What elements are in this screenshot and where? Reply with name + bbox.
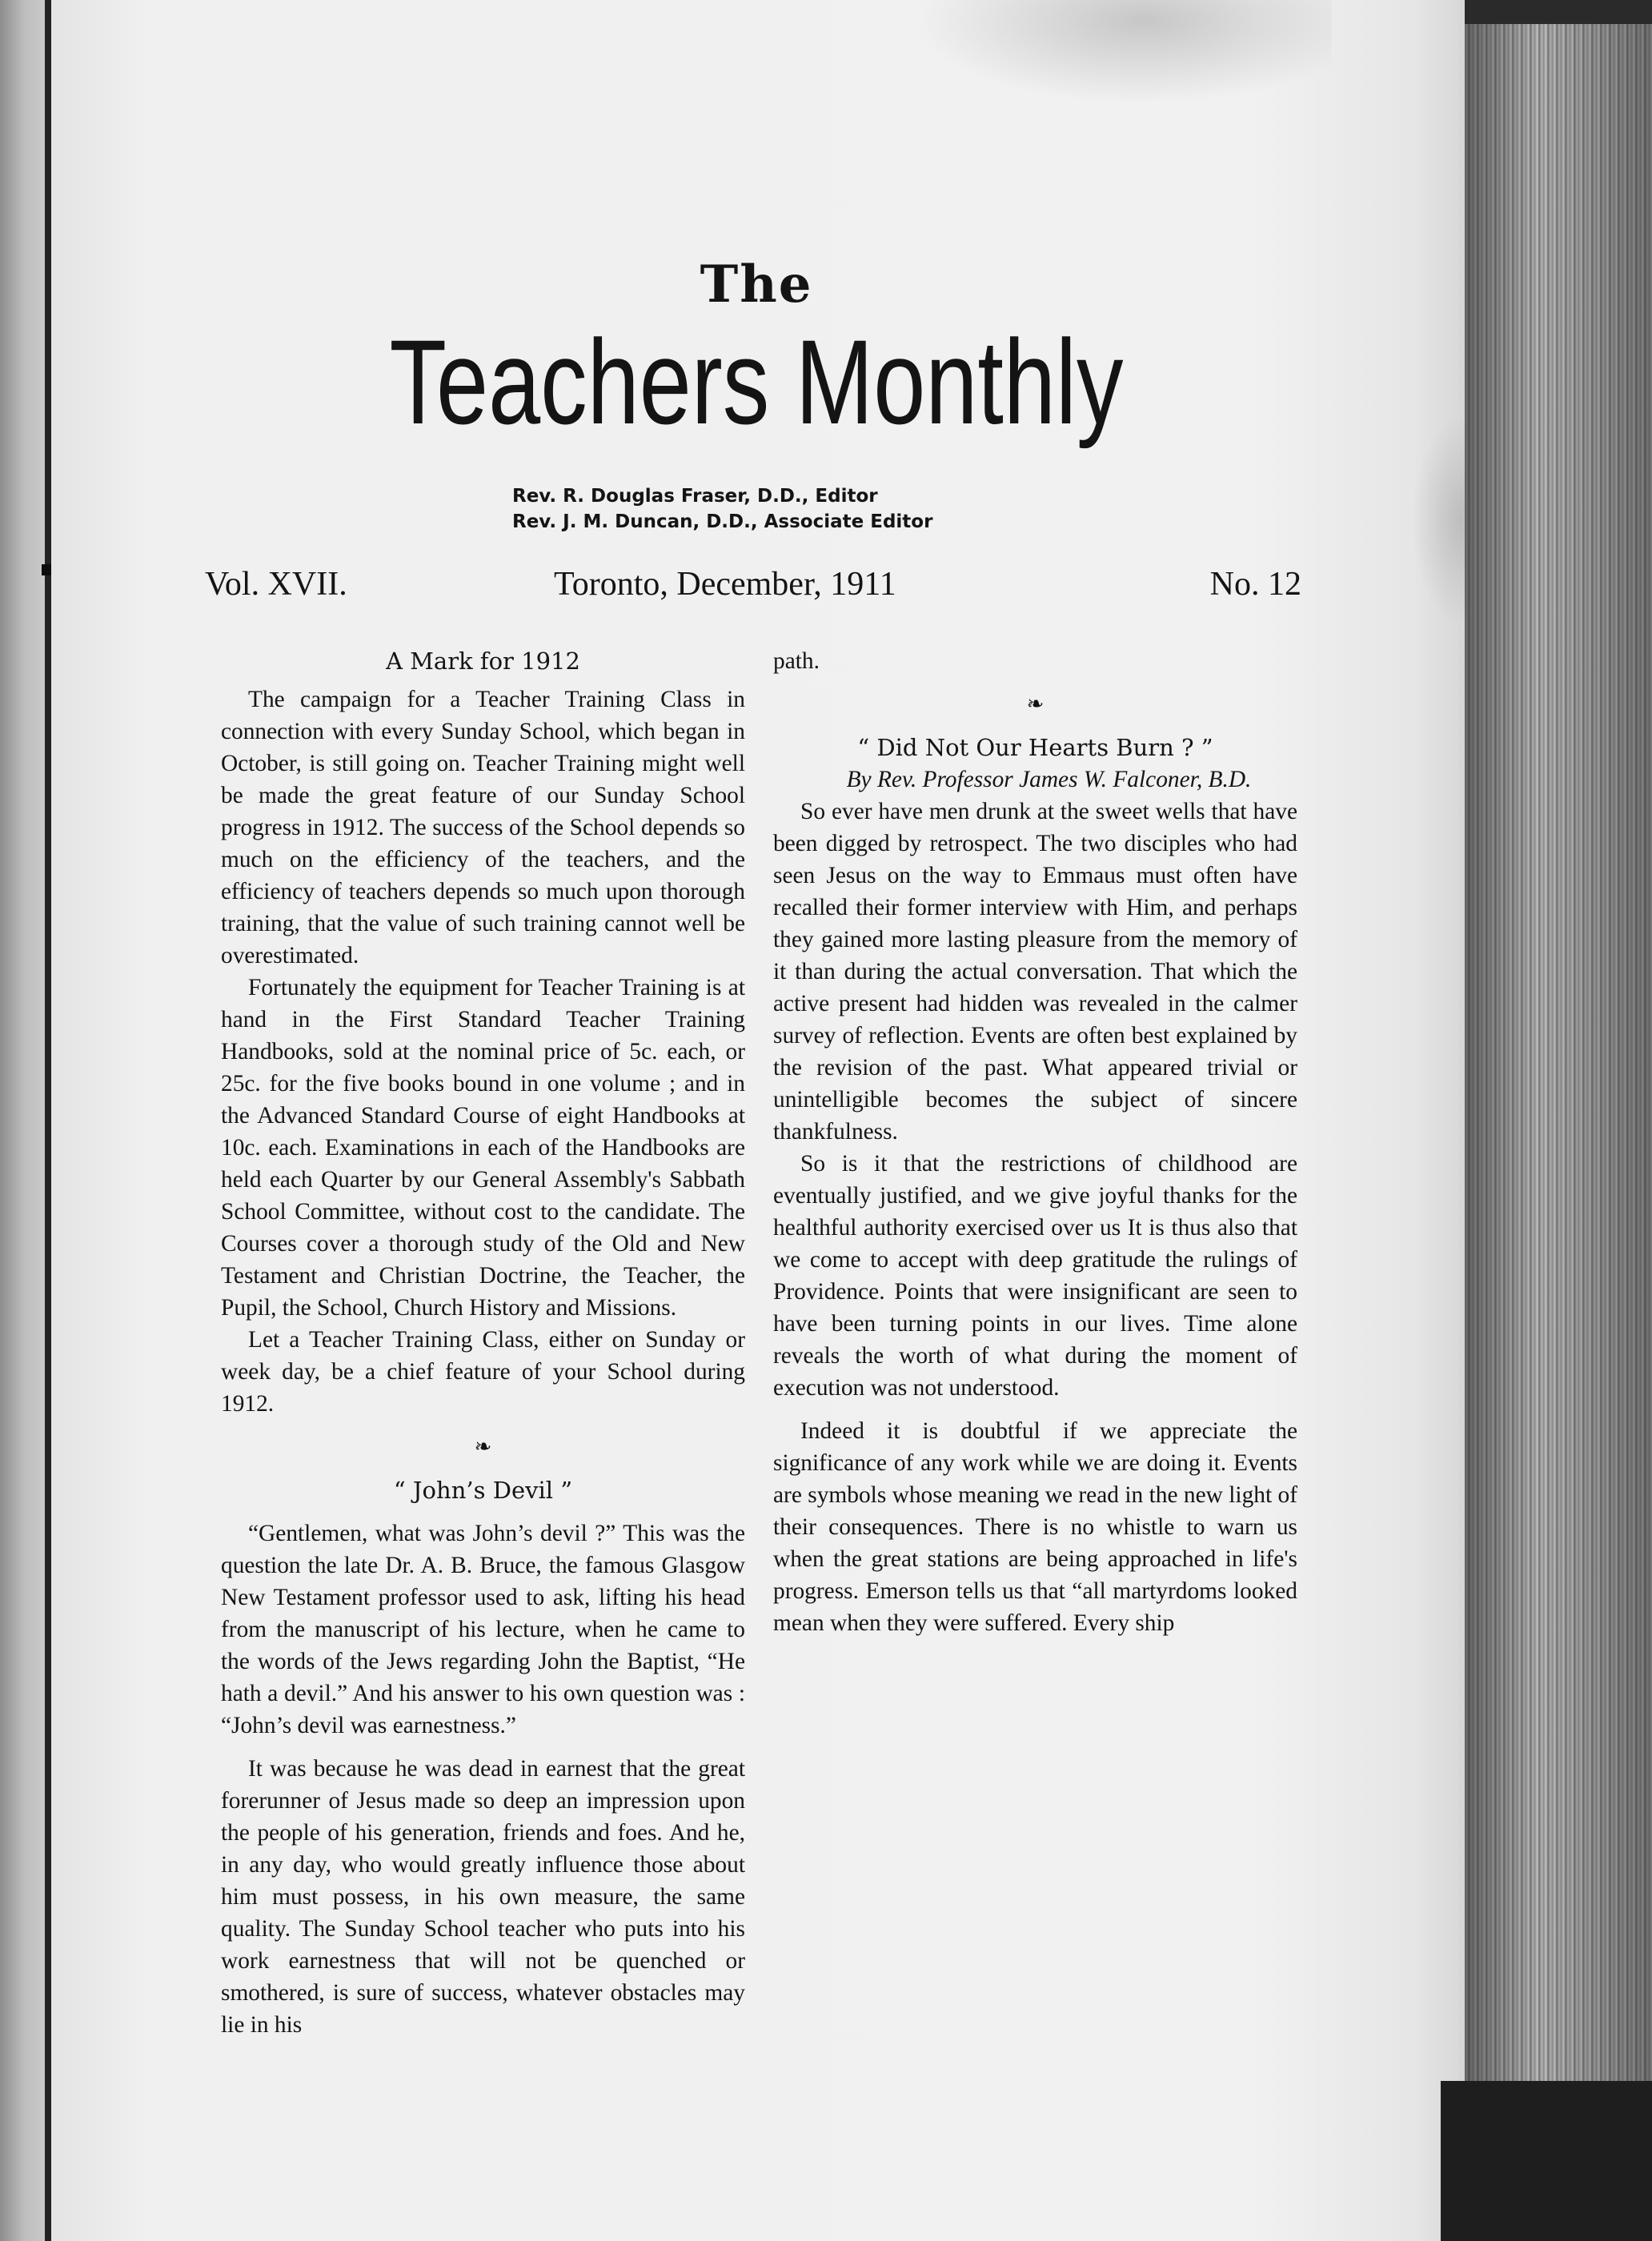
book-edge-bottom [1441,2081,1652,2241]
masthead-title: Teachers Monthly [389,315,1124,449]
fleuron-ornament: ❧ [1026,692,1045,716]
editors-block [512,483,1153,535]
article-paragraph: Fortunately the equipment for Teacher Training is at hand in the First Standard Teacher Training Handbooks, sold at the nominal price of 5c. each, or 25c. for the five books bound in one volume ; and in the Advanced Standard Course of eight Handbooks at 10c. each. Examinations in each of the Handbooks are held each Quarter by our General Assembly's Sabbath School Committee, without cost to the candidate. The Courses cover a thorough study of the Old and New Testament and Christian Doctrine, the Teacher, the Pupil, the School, Church History and Missions. [221,975,745,1321]
article-paragraph: Indeed it is doubtful if we appreciate the significance of any work while we are doing it. Events are symbols whose meaning we read in the new light of their consequences. There is no whistle to warn us when the great stations are being approached in life's progress. Emerson tells us that “all martyrdoms looked mean when they were suffered. Every ship [773,1418,1297,1636]
issue-line [205,560,1301,608]
book-edge-shadow [1465,16,1652,2097]
book-edge-top [1465,0,1652,24]
left-column [221,645,745,2041]
spacer [221,1506,745,1517]
article-heading: “ John’s Devil ” [393,1477,573,1504]
article-paragraph: So is it that the restrictions of childhood are eventually justified, and we give joyful thanks for the healthful authority exercised over us It is thus also that we come to accept with deep gratitude the rulings of Providence. Points that were insignificant are seen to have been turning points in our lives. Time alone reveals the worth of what during the moment of execution was not understood. [773,1151,1297,1401]
article-paragraph: Let a Teacher Training Class, either on Sunday or week day, be a chief feature of your School during 1912. [221,1327,745,1417]
spacer [773,1404,1297,1415]
binding-gutter [45,0,51,2241]
article-paragraph: “Gentlemen, what was John’s devil ?” This was the question the late Dr. A. B. Bruce, the famous Glasgow New Testament professor used to ask, lifting his head from the manuscript of his lecture, when he came to the words of the Jews regarding John the Baptist, “He hath a devil.” And his answer to his own question was : “John’s devil was earnestness.” [221,1521,745,1738]
continued-text-space: path. [773,648,820,674]
article-paragraph: So ever have men drunk at the sweet wells that have been digged by retrospect. The two disciples who had seen Jesus on the way to Emmaus must often have recalled their former interview with Him, and perhaps they gained more lasting pleasure from the memory of it than during the actual conversation. That which the active present had hidden was revealed in the calmer survey of reflection. Events are often best explained by the revision of the past. What appeared trivial or unintelligible becomes the subject of sincere thankfulness. [773,799,1297,1145]
article-heading: “ Did Not Our Hearts Burn ? ” [857,734,1213,761]
article-paragraph: The campaign for a Teacher Training Class in connection with every Sunday School, which began in October, is still going on. Teacher Training might well be made the great feature of our Sunday School progress in 1912. The success of the School depends so much on the efficiency of the teachers, and the efficiency of teachers depends so much upon thorough training, that the value of such training cannot well be overestimated. [221,687,745,968]
fleuron-ornament: ❧ [474,1435,492,1458]
article-paragraph: It was because he was dead in earnest that the great forerunner of Jesus made so deep an impression upon the people of his generation, friends and foes. And he, in any day, who would greatly influence those about him must possess, in his own measure, the same quality. The Sunday School teacher who puts into his work earnestness that will not be quenched or smothered, is sure of success, whatever obstacles may lie in his [221,1756,745,2038]
masthead-article: The [700,255,813,315]
right-column [773,645,1297,1639]
spacer [221,1742,745,1753]
associate-editor-line: Rev. J. M. Duncan, D.D., Associate Editor [512,511,933,532]
volume-number: Vol. XVII. [205,566,347,603]
article-heading: A Mark for 1912 [386,647,580,675]
issue-number: No. 12 [1209,566,1301,603]
article-byline: By Rev. Professor James W. Falconer, B.D. [846,767,1252,792]
paper-stain [916,0,1332,104]
place-and-date: Toronto, December, 1911 [554,566,896,603]
editor-line: Rev. R. Douglas Fraser, D.D., Editor [512,486,878,507]
